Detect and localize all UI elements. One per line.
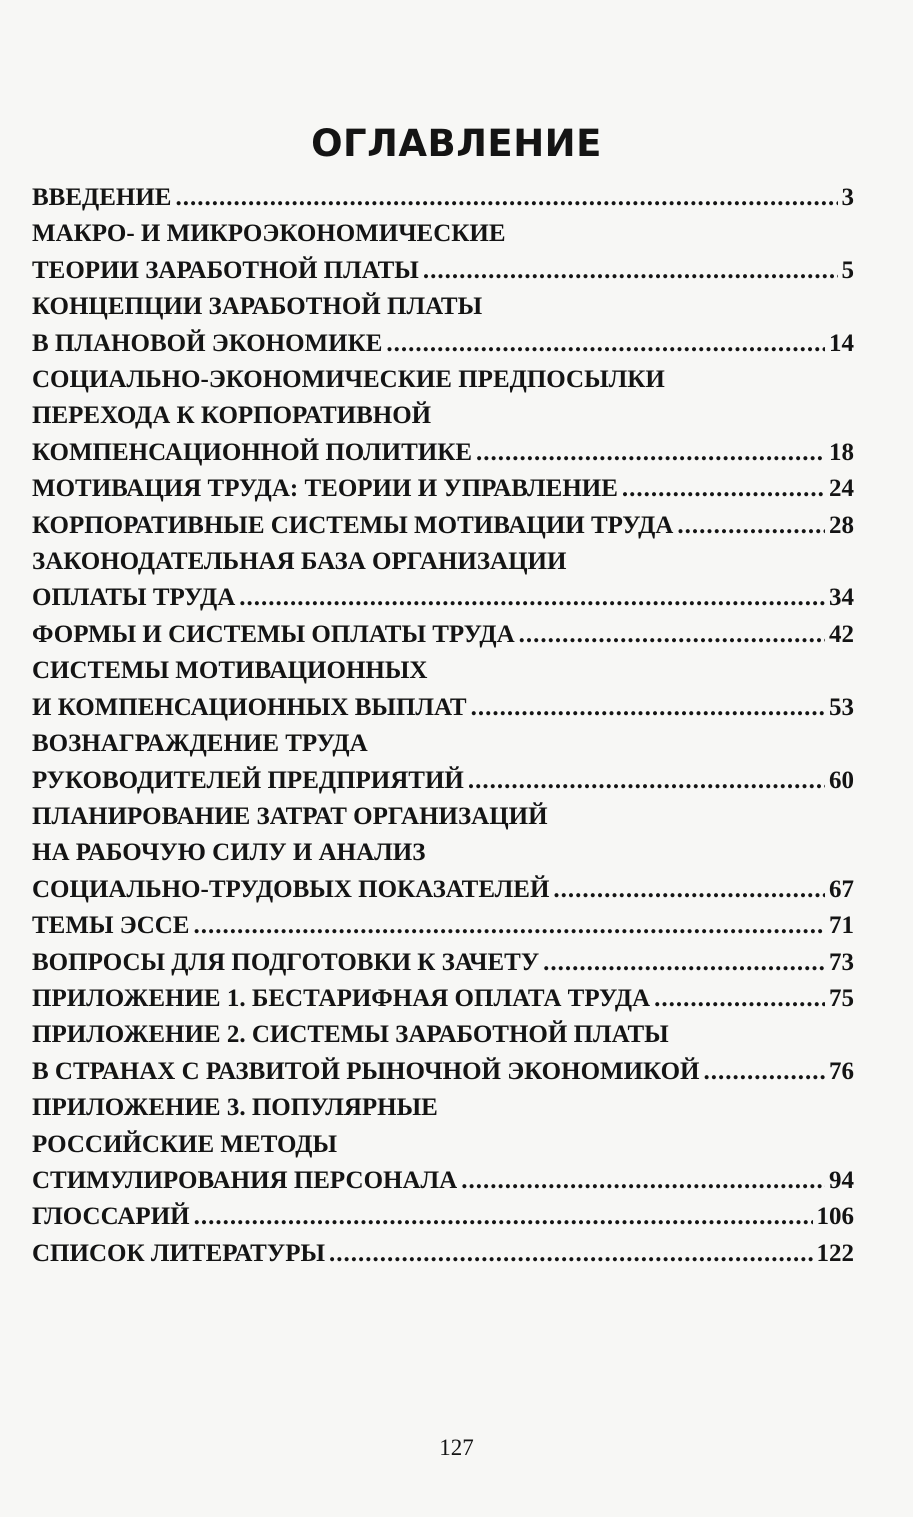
- toc-entry-last-line: [32, 872, 854, 908]
- table-of-contents: [32, 180, 854, 1272]
- toc-entry-page: 3: [841, 184, 854, 211]
- toc-entry-page: 18: [829, 438, 854, 466]
- toc-entry-last-line: [32, 471, 854, 507]
- toc-entry: [32, 289, 854, 362]
- toc-entry-page: 34: [829, 584, 854, 612]
- toc-entry-title-line: ПРИЛОЖЕНИЕ 1. БЕСТАРИФНАЯ ОПЛАТА ТРУДА: [32, 984, 651, 1012]
- toc-entry-page: 5: [841, 256, 854, 284]
- dot-leader: [553, 872, 825, 908]
- toc-entry: [32, 216, 854, 289]
- toc-entry: [32, 945, 854, 981]
- dot-leader: [423, 253, 838, 289]
- toc-entry-page: 53: [829, 693, 854, 721]
- toc-entry-title-line: ВОПРОСЫ ДЛЯ ПОДГОТОВКИ К ЗАЧЕТУ: [32, 948, 540, 976]
- toc-entry: [32, 981, 854, 1017]
- toc-entry-title-line: ПЕРЕХОДА К КОРПОРАТИВНОЙ: [32, 402, 432, 430]
- toc-entry-title-line: ФОРМЫ И СИСТЕМЫ ОПЛАТЫ ТРУДА: [32, 620, 515, 648]
- dot-leader: [677, 508, 825, 544]
- toc-entry-title-line: СОЦИАЛЬНО-ТРУДОВЫХ ПОКАЗАТЕЛЕЙ: [32, 875, 550, 903]
- dot-leader: [543, 945, 825, 981]
- toc-entry-title-line: СОЦИАЛЬНО-ЭКОНОМИЧЕСКИЕ ПРЕДПОСЫЛКИ: [32, 366, 665, 394]
- toc-entry-title-line: КОМПЕНСАЦИОННОЙ ПОЛИТИКЕ: [32, 438, 472, 466]
- toc-entry-title-line: СПИСОК ЛИТЕРАТУРЫ: [32, 1239, 326, 1267]
- dot-leader: [461, 1163, 825, 1199]
- toc-entry-title-line: ВОЗНАГРАЖДЕНИЕ ТРУДА: [32, 730, 368, 758]
- toc-entry-title-line: В ПЛАНОВОЙ ЭКОНОМИКЕ: [32, 329, 383, 357]
- toc-entry-last-line: [32, 326, 854, 362]
- toc-entry: [32, 508, 854, 544]
- dot-leader: [193, 908, 825, 944]
- toc-entry-page: 67: [829, 875, 854, 903]
- toc-entry-title-line: И КОМПЕНСАЦИОННЫХ ВЫПЛАТ: [32, 693, 467, 721]
- toc-entry-last-line: [32, 1236, 854, 1272]
- dot-leader: [471, 690, 825, 726]
- dot-leader: [329, 1236, 812, 1272]
- toc-entry-page: 42: [829, 620, 854, 648]
- toc-entry-page: 106: [816, 1203, 854, 1231]
- toc-entry-title-line: ТЕОРИИ ЗАРАБОТНОЙ ПЛАТЫ: [32, 256, 419, 284]
- dot-leader: [194, 1199, 813, 1235]
- toc-entry-title-line: РОССИЙСКИЕ МЕТОДЫ: [32, 1130, 337, 1158]
- toc-entry-title-line: В СТРАНАХ С РАЗВИТОЙ РЫНОЧНОЙ ЭКОНОМИКОЙ: [32, 1057, 700, 1085]
- toc-entry-last-line: [32, 763, 854, 799]
- toc-entry-page: 122: [816, 1239, 854, 1267]
- toc-entry: [32, 726, 854, 799]
- toc-entry: [32, 471, 854, 507]
- dot-leader: [386, 326, 825, 362]
- dot-leader: [654, 981, 825, 1017]
- toc-entry-title-line: ГЛОССАРИЙ: [32, 1203, 190, 1231]
- toc-entry-page: 71: [829, 912, 854, 940]
- toc-entry: [32, 799, 854, 908]
- toc-entry-title-line: МОТИВАЦИЯ ТРУДА: ТЕОРИИ И УПРАВЛЕНИЕ: [32, 475, 618, 503]
- toc-entry-last-line: [32, 180, 854, 216]
- toc-entry-title-line: СИСТЕМЫ МОТИВАЦИОННЫХ: [32, 657, 428, 685]
- dot-leader: [519, 617, 825, 653]
- dot-leader: [622, 471, 825, 507]
- toc-entry-last-line: [32, 981, 854, 1017]
- toc-entry-title-line: ТЕМЫ ЭССЕ: [32, 912, 190, 940]
- toc-entry-title-line: МАКРО- И МИКРОЭКОНОМИЧЕСКИЕ: [32, 220, 506, 248]
- toc-entry: [32, 180, 854, 216]
- toc-entry-title-line: НА РАБОЧУЮ СИЛУ И АНАЛИЗ: [32, 839, 426, 867]
- toc-entry-last-line: [32, 1163, 854, 1199]
- dot-leader: [175, 180, 837, 216]
- page-title: ОГЛАВЛЕНИЕ: [311, 122, 602, 165]
- toc-entry-last-line: [32, 580, 854, 616]
- toc-entry: [32, 1199, 854, 1235]
- dot-leader: [703, 1054, 825, 1090]
- toc-entry-page: 60: [829, 766, 854, 794]
- page-number: 127: [439, 1435, 474, 1460]
- toc-entry: [32, 617, 854, 653]
- toc-entry-page: 28: [829, 511, 854, 539]
- toc-entry-page: 14: [829, 329, 854, 357]
- toc-entry: [32, 1090, 854, 1199]
- toc-entry-title-line: ПРИЛОЖЕНИЕ 3. ПОПУЛЯРНЫЕ: [32, 1094, 438, 1122]
- toc-entry-last-line: [32, 945, 854, 981]
- toc-entry: [32, 1017, 854, 1090]
- dot-leader: [239, 580, 825, 616]
- toc-entry-page: 24: [829, 475, 854, 503]
- toc-entry-title-line: ПЛАНИРОВАНИЕ ЗАТРАТ ОРГАНИЗАЦИЙ: [32, 802, 548, 830]
- toc-entry: [32, 908, 854, 944]
- toc-entry-page: 94: [829, 1166, 854, 1194]
- toc-entry-last-line: [32, 690, 854, 726]
- toc-entry: [32, 544, 854, 617]
- toc-entry: [32, 362, 854, 471]
- toc-entry-last-line: [32, 253, 854, 289]
- toc-entry-last-line: [32, 435, 854, 471]
- toc-entry-page: 73: [829, 948, 854, 976]
- toc-entry-page: 76: [829, 1057, 854, 1085]
- toc-entry-title-line: КОНЦЕПЦИИ ЗАРАБОТНОЙ ПЛАТЫ: [32, 293, 483, 321]
- toc-entry-last-line: [32, 1054, 854, 1090]
- toc-entry-last-line: [32, 908, 854, 944]
- toc-entry-title-line: ВВЕДЕНИЕ: [32, 184, 172, 211]
- toc-entry-title-line: ЗАКОНОДАТЕЛЬНАЯ БАЗА ОРГАНИЗАЦИИ: [32, 548, 567, 576]
- toc-entry-last-line: [32, 617, 854, 653]
- toc-entry-title-line: РУКОВОДИТЕЛЕЙ ПРЕДПРИЯТИЙ: [32, 766, 464, 794]
- dot-leader: [468, 763, 825, 799]
- toc-entry-last-line: [32, 1199, 854, 1235]
- toc-entry-title-line: СТИМУЛИРОВАНИЯ ПЕРСОНАЛА: [32, 1166, 458, 1194]
- toc-entry: [32, 1236, 854, 1272]
- toc-entry-title-line: ПРИЛОЖЕНИЕ 2. СИСТЕМЫ ЗАРАБОТНОЙ ПЛАТЫ: [32, 1021, 669, 1049]
- toc-entry-page: 75: [829, 984, 854, 1012]
- toc-entry-title-line: КОРПОРАТИВНЫЕ СИСТЕМЫ МОТИВАЦИИ ТРУДА: [32, 511, 674, 539]
- dot-leader: [476, 435, 825, 471]
- toc-entry: [32, 653, 854, 726]
- toc-entry-last-line: [32, 508, 854, 544]
- toc-entry-title-line: ОПЛАТЫ ТРУДА: [32, 584, 236, 612]
